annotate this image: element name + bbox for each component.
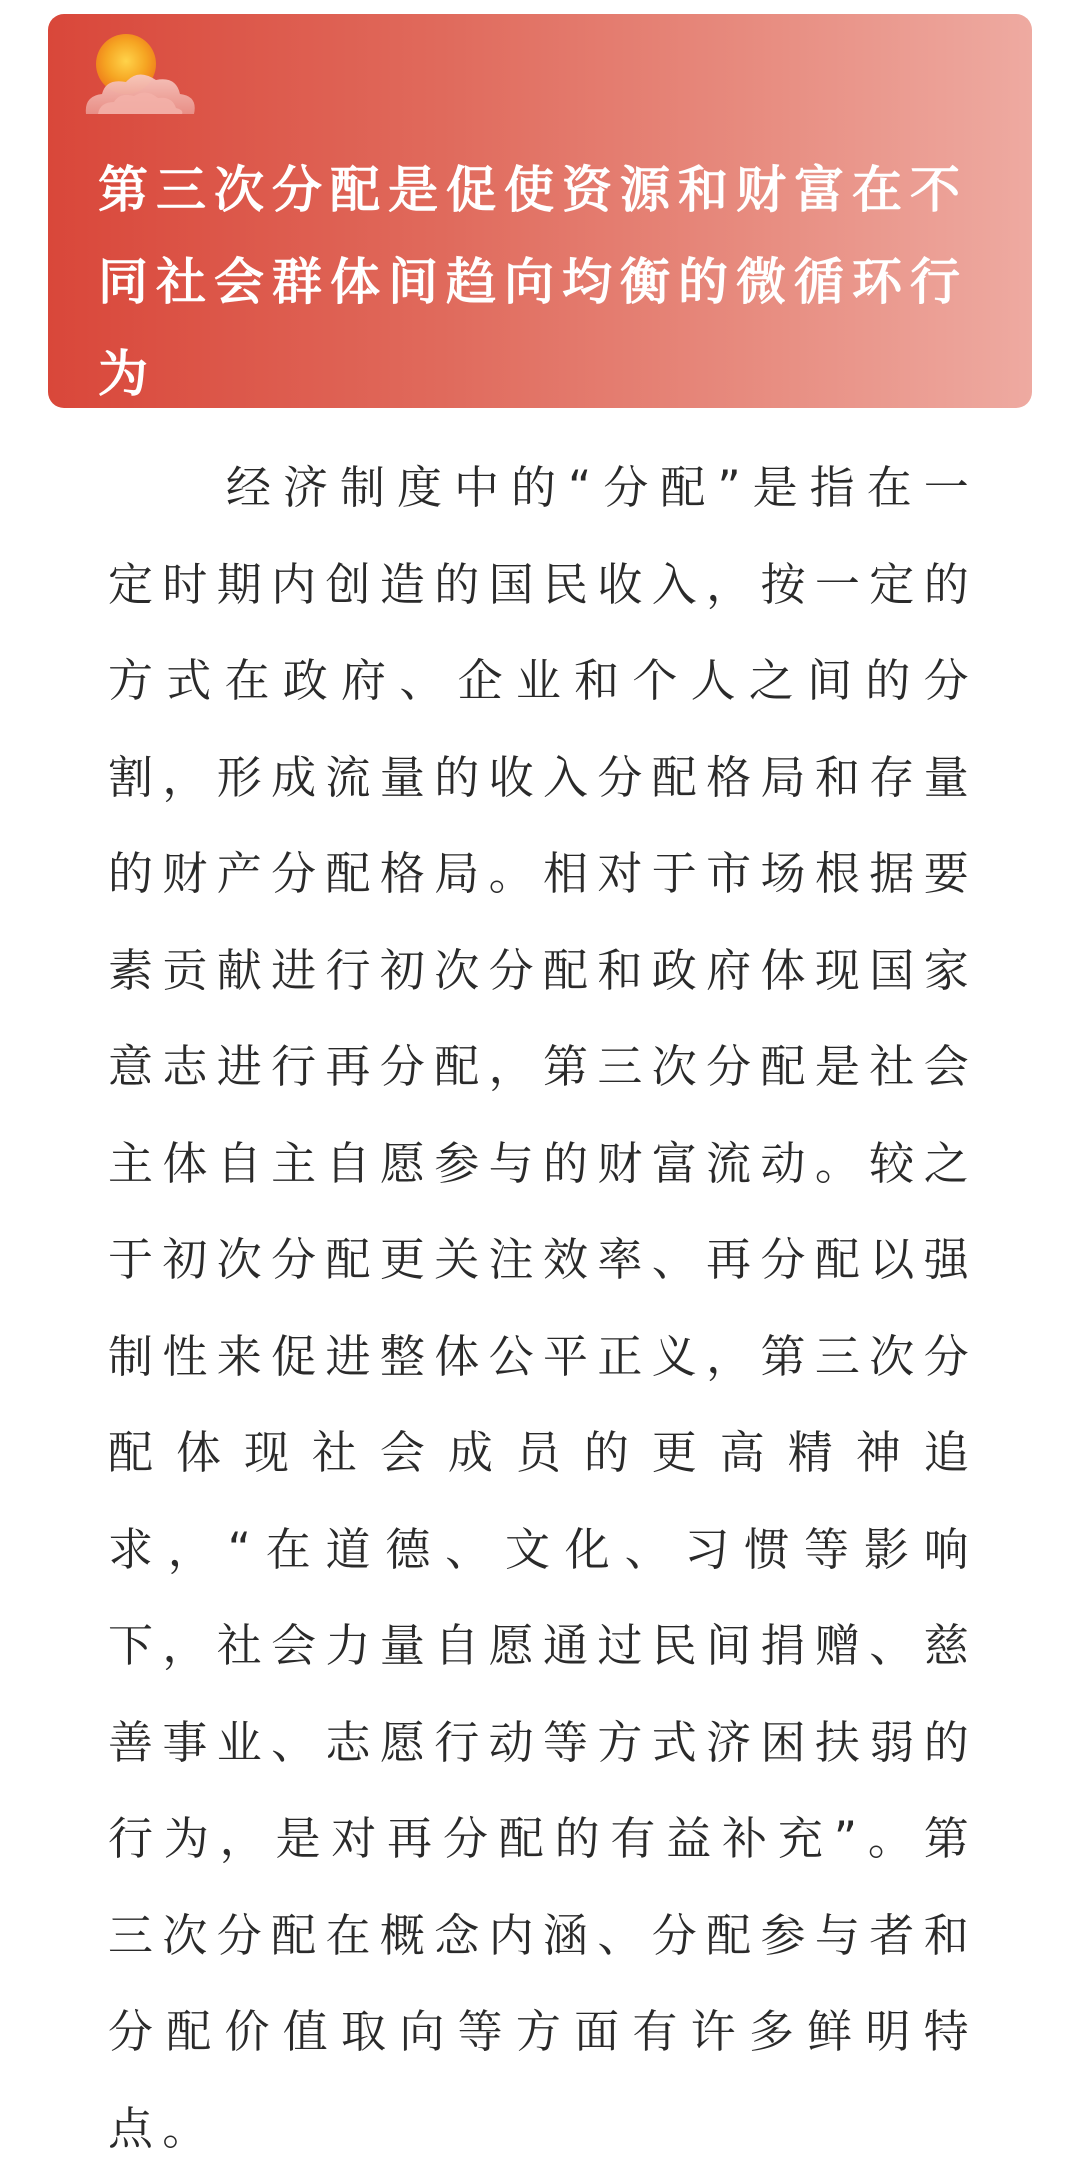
sun-cloud-icon	[76, 22, 206, 132]
article-paragraph: 经济制度中的“分配”是指在一定时期内创造的国民收入，按一定的方式在政府、企业和个人之间的分割，形成流量的收入分配格局和存量的财产分配格局。相对于市场根据要素贡献进行初次分配和政府体现国家意志进行再分配，第三次分配是社会主体自主自愿参与的财富流动。较之于初次分配更关注效率、再分配以强制性来促进整体公平正义，第三次分配体现社会成员的更高精神追求，“在道德、文化、习惯等影响下，社会力量自愿通过民间捐赠、慈善事业、志愿行动等方式济困扶弱的行为，是对再分配的有益补充”。第三次分配在概念内涵、分配参与者和分配价值取向等方面有许多鲜明特点。	[108, 461, 978, 2155]
article-title: 第三次分配是促使资源和财富在不同社会群体间趋向均衡的微循环行为	[98, 161, 968, 403]
title-banner	[48, 14, 1032, 408]
